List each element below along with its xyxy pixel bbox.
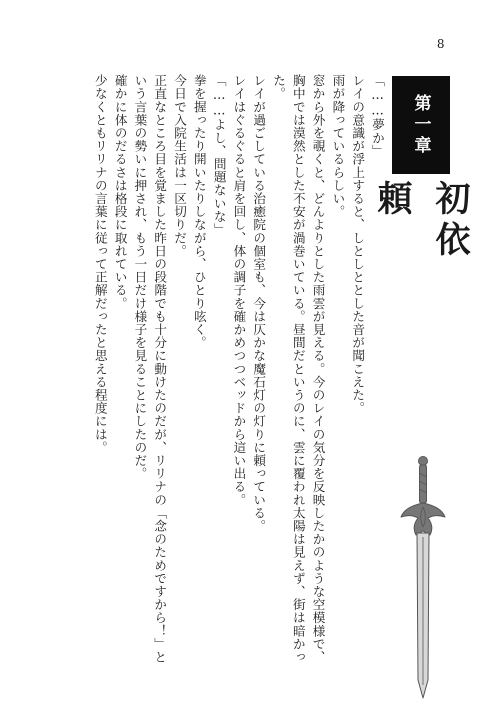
paragraph: 正直なところ目を覚ました昨日の段階でも十分に動けたのだが、リリナの「念のためですから！」という言葉の勢いに押され、もう一日だけ様子を見ることにしたのだ。 <box>132 74 168 664</box>
body-text <box>40 74 387 674</box>
paragraph: 「……よし、問題ないな」 <box>211 74 227 236</box>
paragraph: レイの意識が浮上すると、しとしととした音が聞こえた。 <box>350 74 366 415</box>
sword-pommel <box>419 457 428 466</box>
chapter-label: 第一章 <box>410 93 431 157</box>
paragraph: 確かに体のだるさは格段に取れている。 <box>112 74 128 310</box>
paragraph: 「……夢か」 <box>370 74 385 158</box>
paragraph: 窓から外を覗くと、どんよりとした雨雲が見える。今のレイの気分を反映したかのような空模様で、胸中では漠然とした不安が渦巻いている。昼間だというのに、雲に覆われ太陽は見えず、街は暗かった。 <box>271 74 326 664</box>
paragraph: レイはぐるぐると肩を回し、体の調子を確かめつつベッドから這い出る。 <box>231 74 247 507</box>
page-number: 8 <box>436 37 445 51</box>
sword-icon <box>398 455 448 700</box>
paragraph: 雨が降っているらしい。 <box>330 74 346 219</box>
paragraph: 少なくともリリナの言葉に従って正解だったと思える程度には。 <box>92 74 108 454</box>
paragraph: 今日で入院生活は一区切りだ。 <box>172 74 188 258</box>
chapter-title: 初依頼 <box>372 180 471 262</box>
paragraph: 拳を握ったり開いたりしながら、ひとり呟く。 <box>191 74 207 350</box>
chapter-label-box <box>392 76 450 174</box>
chapter-title-box <box>372 180 471 300</box>
paragraph: レイが過ごしている治癒院の個室も、今は仄かな魔石灯の灯りに頼っている。 <box>251 74 267 533</box>
